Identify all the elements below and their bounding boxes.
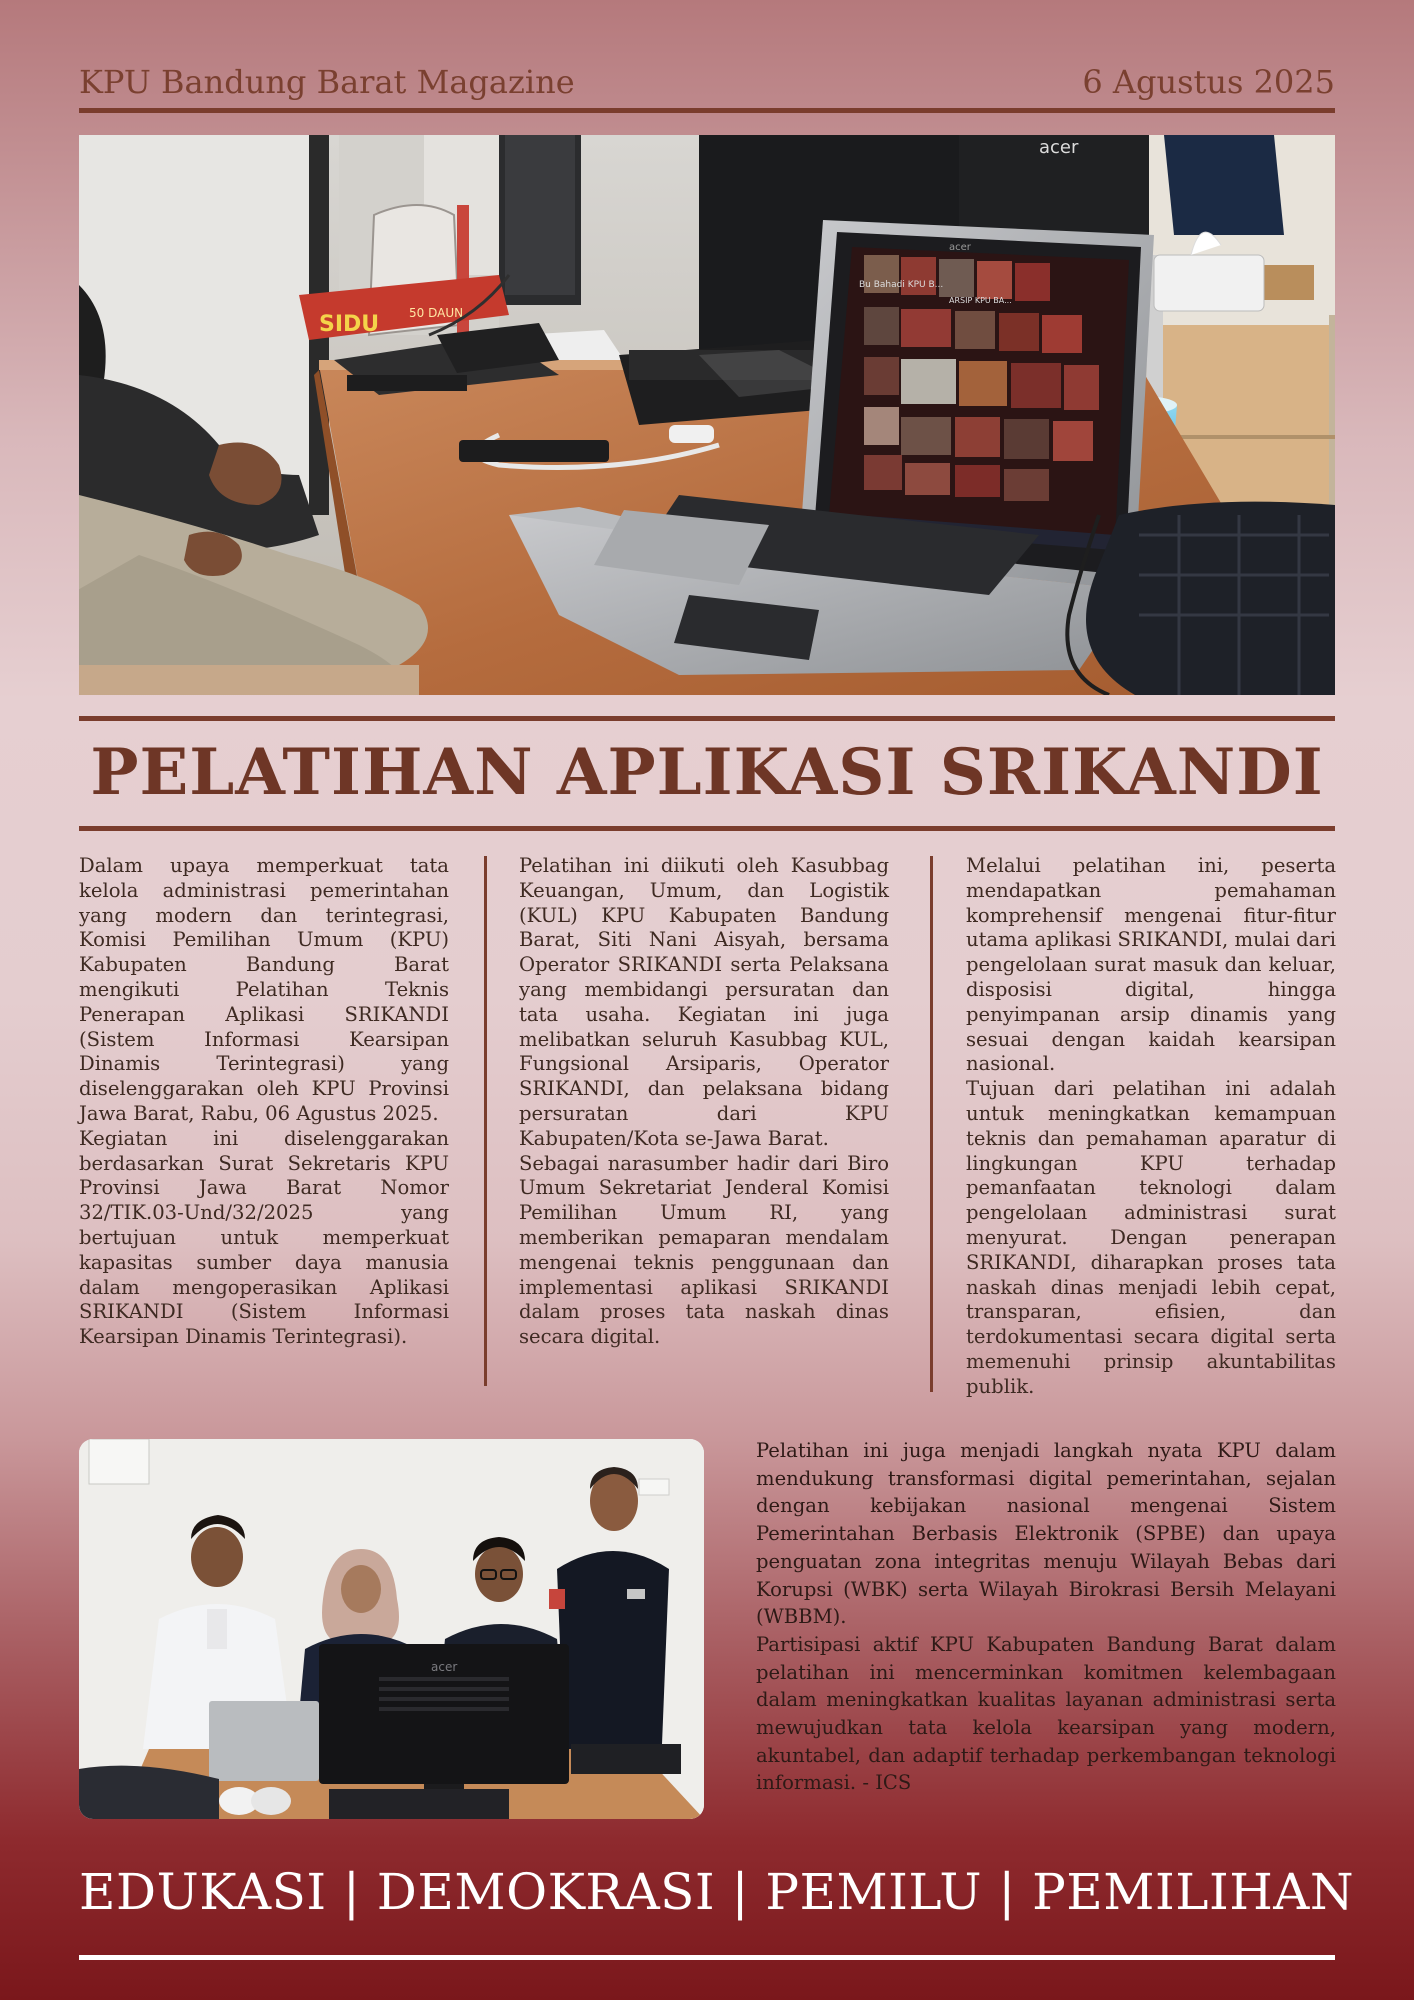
staff-photo-illustration — [79, 1439, 704, 1819]
snack-sub-label: 50 DAUN — [409, 306, 464, 320]
paragraph: Melalui pelatihan ini, peserta mendapatkan pemahaman komprehensif mengenai fitur-fitur utama aplikasi SRIKANDI, mulai dari pengelolaan surat masuk dan keluar, disposisi digital, hingga penyimpanan arsip dinamis yang sesuai dengan kaidah kearsipan nasional. — [966, 854, 1336, 1076]
article-column-4 — [756, 1437, 1336, 1797]
paragraph: Kegiatan ini diselenggarakan berdasarkan Surat Sekretaris KPU Provinsi Jawa Barat Nomor 32/TIK.03-Und/32/2025 yang bertujuan untuk memperkuat kapasitas sumber daya manusia dalam mengoperasikan Aplikasi SRIKANDI (Sistem Informasi Kearsipan Dinamis Terintegrasi). — [79, 1126, 449, 1349]
monitor-brand-label: acer — [1039, 137, 1079, 158]
paragraph: Dalam upaya memperkuat tata kelola administrasi pemerintahan yang modern dan terintegrasi, Komisi Pemilihan Umum (KPU) Kabupaten Bandung Barat mengikuti Pelatihan Teknis Penerapan Aplikasi SRIKANDI (Sistem Informasi Kearsipan Dinamis Terintegrasi) yang diselenggarakan oleh KPU Provinsi Jawa Barat, Rabu, 06 Agustus 2025. — [79, 854, 449, 1125]
hero-photo-training-laptop — [79, 135, 1335, 695]
monitor — [319, 1644, 569, 1804]
monitor-brand-label: acer — [431, 1660, 458, 1674]
masthead-divider — [79, 108, 1335, 113]
hero-photo-illustration — [79, 135, 1335, 695]
paragraph: Sebagai narasumber hadir dari Biro Umum Sekretariat Jenderal Komisi Pemilihan Umum RI, yang memberikan pemaparan mendalam mengenai teknis penggunaan dan implementasi aplikasi SRIKANDI dalam proses tata naskah dinas secara digital. — [519, 1151, 889, 1349]
black-bag — [1086, 502, 1335, 695]
article-column-3 — [966, 854, 1336, 1400]
headline-bottom-divider — [79, 826, 1335, 831]
column-divider — [930, 856, 933, 1392]
paragraph: Partisipasi aktif KPU Kabupaten Bandung Barat dalam pelatihan ini mencerminkan komitmen kelembagaan dalam meningkatkan kualitas layanan administrasi serta mewujudkan tata kelola kearsipan yang modern, akuntabel, dan adaptif terhadap perkembangan teknologi informasi. - ICS — [756, 1632, 1336, 1795]
footer-tagline: EDUKASI | DEMOKRASI | PEMILU | PEMILIHAN — [79, 1863, 1355, 1921]
footer-divider — [79, 1955, 1335, 1960]
snack-brand-label: SIDU — [319, 312, 380, 337]
article-headline: PELATIHAN APLIKASI SRIKANDI — [90, 735, 1324, 810]
paragraph: Pelatihan ini juga menjadi langkah nyata KPU dalam mendukung transformasi digital pemerintahan, sejalan dengan kebijakan nasional mengenai Sistem Pemerintahan Berbasis Elektronik (SPBE) dan upaya penguatan zona integritas menuju Wilayah Bebas dari Korupsi (WBK) serta Wilayah Birokrasi Bersih Melayani (WBBM). — [756, 1439, 1336, 1629]
conference-caption-2: ARSIP KPU BA... — [949, 296, 1012, 305]
masthead — [79, 52, 1335, 112]
article-column-2 — [519, 854, 889, 1350]
conference-caption-1: Bu Bahadi KPU B... — [859, 280, 944, 290]
issue-date: 6 Agustus 2025 — [1082, 63, 1335, 101]
paragraph: Tujuan dari pelatihan ini adalah untuk meningkatkan kemampuan teknis dan pemahaman aparatur di lingkungan KPU terhadap pemanfaatan teknologi dalam pengelolaan administrasi surat menyurat. Dengan penerapan SRIKANDI, diharapkan proses tata naskah dinas menjadi lebih cepat, transparan, efisien, dan terdokumentasi secara digital serta memenuhi prinsip akuntabilitas publik. — [966, 1077, 1336, 1398]
paragraph: Pelatihan ini diikuti oleh Kasubbag Keuangan, Umum, dan Logistik (KUL) KPU Kabupaten Bandung Barat, Siti Nani Aisyah, bersama Operator SRIKANDI serta Pelaksana yang membidangi persuratan dan tata usaha. Kegiatan ini juga melibatkan seluruh Kasubbag KUL, Fungsional Arsiparis, Operator SRIKANDI, dan pelaksana bidang persuratan dari KPU Kabupaten/Kota se-Jawa Barat. — [519, 854, 889, 1150]
article-column-1 — [79, 854, 449, 1350]
headline-top-divider — [79, 716, 1335, 721]
publication-name: KPU Bandung Barat Magazine — [79, 63, 575, 101]
laptop-brand-label: acer — [949, 242, 971, 253]
column-divider — [484, 856, 487, 1386]
staff-photo — [79, 1439, 704, 1819]
